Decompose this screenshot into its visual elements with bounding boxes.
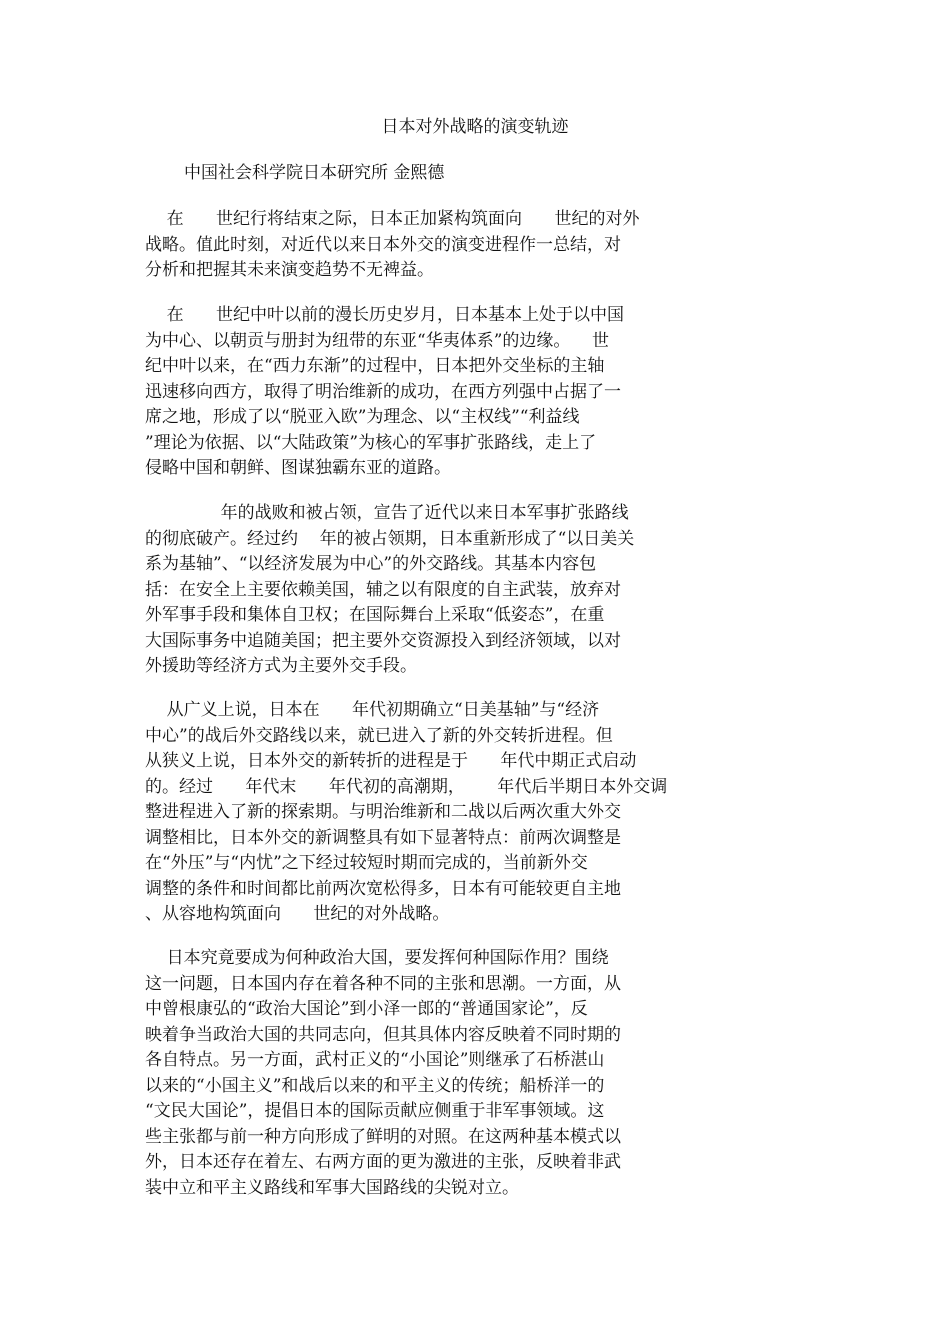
text-line: “文民大国论”，提倡日本的国际贡献应侧重于非军事领域。这 — [145, 1101, 605, 1121]
text-line: 这一问题，日本国内存在着各种不同的主张和思潮。一方面，从 — [145, 973, 621, 994]
paragraph-5 — [145, 946, 725, 1201]
text-line: 的彻底破产。经过约 年的被占领期，日本重新形成了“以日美关 — [145, 528, 635, 549]
page-title: 日本对外战略的演变轨迹 — [381, 117, 569, 137]
text-line: 外军事手段和集体自卫权；在国际舞台上采取“低姿态”，在重 — [145, 605, 605, 625]
text-line: 席之地，形成了以“脱亚入欧”为理念、以“主权线”“利益线 — [145, 407, 580, 427]
text-line: 纪中叶以来，在“西力东渐”的过程中，日本把外交坐标的主轴 — [145, 356, 605, 376]
text-line: 从广义上说，日本在 年代初期确立“日美基轴”与“经济 — [145, 700, 600, 720]
text-line: 、从容地构筑面向 世纪的对外战略。 — [145, 904, 450, 924]
text-line: ”理论为依据、以“大陆政策”为核心的军事扩张路线，走上了 — [145, 432, 597, 453]
text-line: 在 世纪中叶以前的漫长历史岁月，日本基本上处于以中国 — [145, 305, 625, 325]
author-line: 中国社会科学院日本研究所 金熙德 — [184, 163, 445, 183]
text-line: 在 世纪行将结束之际，日本正加紧构筑面向 世纪的对外 — [145, 209, 640, 229]
text-line: 分析和把握其未来演变趋势不无裨益。 — [145, 260, 434, 280]
text-line: 战略。值此时刻，对近代以来日本外交的演变进程作一总结，对 — [145, 234, 621, 255]
text-line: 装中立和平主义路线和军事大国路线的尖锐对立。 — [145, 1177, 519, 1198]
text-line: 括：在安全上主要依赖美国，辅之以有限度的自主武装，放弃对 — [145, 579, 621, 600]
text-line: 外援助等经济方式为主要外交手段。 — [145, 656, 417, 676]
text-line: 中心”的战后外交路线以来，就已进入了新的外交转折进程。但 — [145, 725, 613, 746]
paragraph-1 — [145, 207, 725, 284]
text-line: 侵略中国和朝鲜、图谋独霸东亚的道路。 — [145, 458, 451, 478]
text-line: 的。经过 年代末 年代初的高潮期， 年代后半期日本外交调 — [145, 776, 668, 797]
text-line: 映着争当政治大国的共同志向，但其具体内容反映着不同时期的 — [145, 1024, 621, 1045]
text-line: 日本究竟要成为何种政治大国，要发挥何种国际作用？围绕 — [145, 948, 609, 968]
text-line: 调整的条件和时间都比前两次宽松得多，日本有可能较更自主地 — [145, 878, 621, 899]
text-line: 为中心、以朝贡与册封为纽带的东亚“华夷体系”的边缘。 世 — [145, 330, 609, 351]
text-line: 各自特点。另一方面，武村正义的“小国论”则继承了石桥湛山 — [145, 1050, 605, 1070]
text-line: 年的战败和被占领，宣告了近代以来日本军事扩张路线 — [145, 503, 629, 523]
text-line: 从狭义上说，日本外交的新转折的进程是于 年代中期正式启动 — [145, 751, 637, 771]
text-line: 整进程进入了新的探索期。与明治维新和二战以后两次重大外交 — [145, 802, 621, 822]
paragraph-4 — [145, 698, 725, 928]
text-line: 以来的“小国主义”和战后以来的和平主义的传统；船桥洋一的 — [145, 1075, 605, 1096]
paragraph-2 — [145, 303, 725, 482]
text-line: 外，日本还存在着左、右两方面的更为激进的主张，反映着非武 — [145, 1152, 621, 1172]
text-line: 些主张都与前一种方向形成了鲜明的对照。在这两种基本模式以 — [145, 1126, 621, 1147]
text-line: 在“外压”与“内忧”之下经过较短时期而完成的，当前新外交 — [145, 853, 588, 873]
text-line: 迅速移向西方，取得了明治维新的成功，在西方列强中占据了一 — [145, 381, 621, 402]
text-line: 系为基轴”、“以经济发展为中心”的外交路线。其基本内容包 — [145, 554, 597, 574]
text-line: 调整相比，日本外交的新调整具有如下显著特点：前两次调整是 — [145, 827, 621, 848]
text-line: 大国际事务中追随美国；把主要外交资源投入到经济领域，以对 — [145, 630, 621, 651]
paragraph-3 — [145, 501, 725, 680]
text-line: 中曾根康弘的“政治大国论”到小泽一郎的“普通国家论”，反 — [145, 999, 588, 1019]
